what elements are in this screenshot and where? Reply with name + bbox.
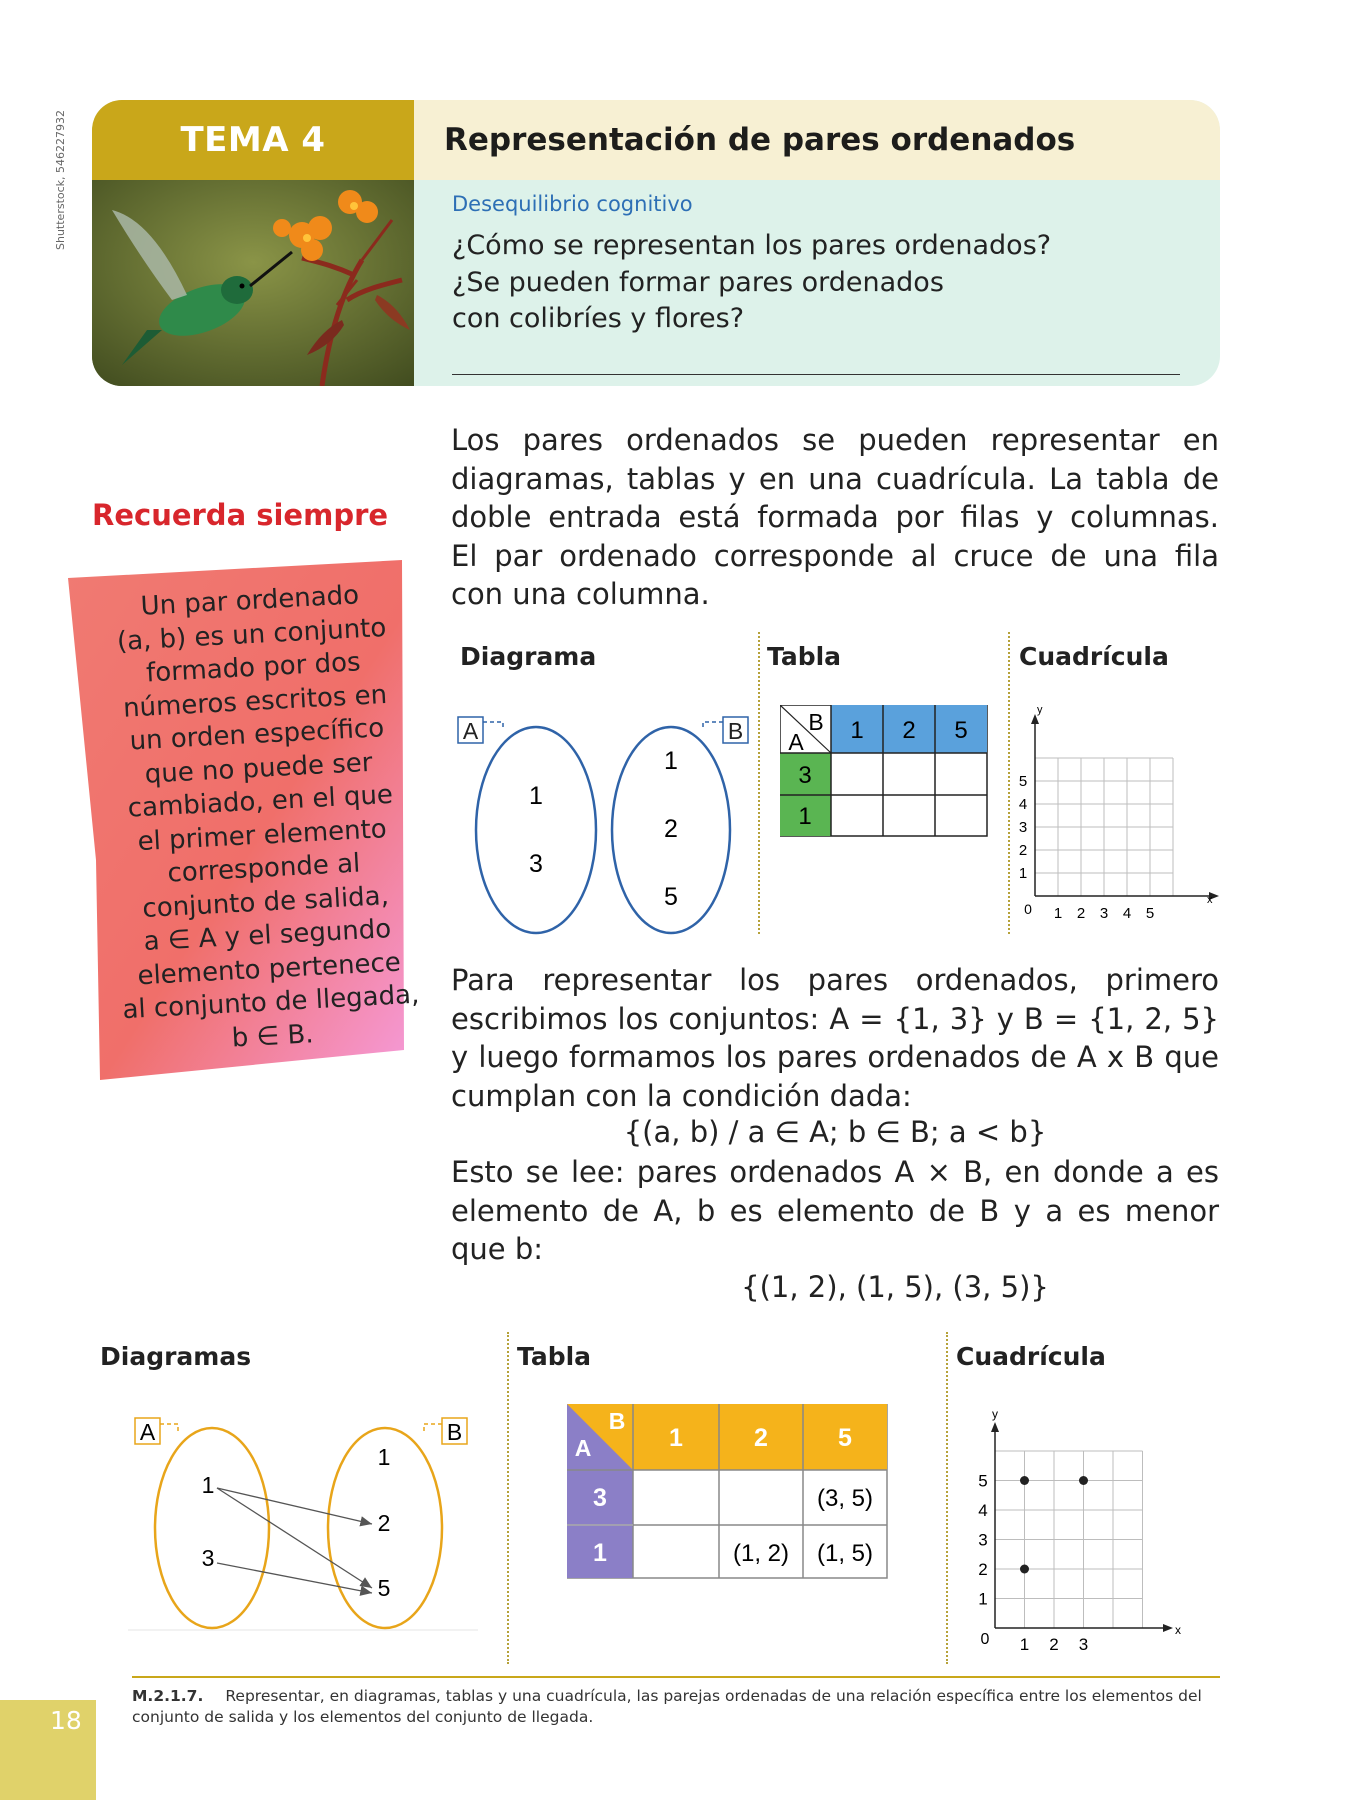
arrow-1-5 [217,1488,372,1588]
table-row-header: 1 [798,803,812,830]
set-b-element: 5 [377,1575,391,1601]
table-col-header: 1 [850,717,864,744]
table-col-header: 2 [754,1424,768,1452]
lesson-title: Representación de pares ordenados [414,100,1220,180]
table-col-header: 2 [902,717,916,744]
hummingbird-photo [92,180,414,386]
grid-y-tick: 2 [978,1560,988,1579]
grid-x-tick: 1 [1019,1635,1030,1654]
grid-origin: 0 [980,1631,990,1648]
diagram-1 [455,700,755,940]
grid-y-tick: 4 [1018,796,1028,813]
footnote-rule [132,1676,1220,1678]
grid-x-tick: 3 [1078,1635,1089,1654]
separator [1008,632,1010,934]
table-col-header: 5 [838,1424,852,1452]
skill-code: M.2.1.7. [132,1687,204,1705]
set-a-ellipse [476,727,596,933]
grid-y-tick: 3 [1018,819,1028,836]
grid-x-tick: 2 [1049,1635,1059,1654]
table-header-b: B [808,709,824,735]
grid-y-label: y [992,1407,998,1421]
arrow-1-2 [217,1488,372,1524]
set-b-element: 1 [664,747,678,775]
table-cell: (1, 2) [732,1540,790,1567]
table-heading: Tabla [517,1342,592,1371]
grid-1 [1015,700,1230,925]
grid-y-tick: 4 [978,1501,988,1520]
skill-description: Representar, en diagramas, tablas y una cuadrícula, las parejas ordenadas de una relación específica entre los elementos del conjunto de salida y los elementos del conjunto de llegada. [132,1687,1202,1726]
recuerda-text: Un par ordenado (a, b) es un conjunto formado por dos números escritos en un orden específico que no puede ser cambiado, en el que el primer elemento corresponde al conjunto de salida, a ∈ A y el segundo elemento pertenece al conjunto de llegada, b ∈ B. [116,580,420,1054]
set-a-label: A [139,1419,156,1445]
lesson-header [92,100,1220,386]
table-2 [567,1404,889,1580]
grid-x-tick: 2 [1076,905,1086,922]
table-header-b: B [608,1408,626,1434]
diagram-heading: Diagrama [460,642,597,671]
grid-x-tick: 5 [1145,905,1155,922]
grid-x-label: x [1175,1623,1181,1637]
table-col-header: 5 [954,717,968,744]
question-line-2: ¿Se pueden formar pares ordenados [452,267,944,298]
table-1 [780,705,990,840]
grid-y-tick: 1 [978,1589,988,1609]
diagram-2 [128,1408,480,1638]
topic-number: TEMA 4 [92,100,414,180]
separator [507,1332,509,1664]
cognitive-label: Desequilibrio cognitivo [452,192,693,216]
table-row-header: 3 [593,1484,607,1512]
set-b-element: 2 [664,815,678,843]
arrow-3-5 [217,1563,372,1593]
explanation-paragraph: Para representar los pares ordenados, primero escribimos los conjuntos: A = {1, 3} y B = {1, 2, 5} y luego formamos los pares ordenados de A x B que cumplan con la condición dada: [451,963,1219,1113]
grid-x-tick: 4 [1122,905,1132,922]
table-heading: Tabla [767,642,842,671]
set-a-element: 3 [201,1545,215,1571]
grid-origin: 0 [1024,901,1032,917]
set-a-element: 3 [529,850,543,878]
question-line-1: ¿Cómo se representan los pares ordenados? [452,230,1052,261]
grid-y-label: y [1037,704,1043,716]
answer-line[interactable] [452,374,1180,375]
grid-y-tick: 5 [978,1471,988,1491]
condition-formula: {(a, b) / a ∈ A; b ∈ B; a < b} [623,1115,1047,1149]
set-a-label: A [462,718,479,744]
table-cell: (3, 5) [816,1485,874,1512]
set-a-element: 1 [529,782,543,810]
table-cell: (1, 5) [816,1540,874,1567]
separator [946,1332,948,1664]
table-header-a: A [788,729,804,755]
set-b-label: B [727,718,744,744]
page-number: 18 [50,1706,82,1735]
separator [758,632,760,934]
table-row-header: 1 [593,1539,607,1567]
question-line-3: con colibríes y flores? [452,303,745,334]
table-header-a: A [574,1435,592,1461]
set-b-element: 5 [664,883,678,911]
grid-y-tick: 2 [1018,842,1028,859]
set-b-label: B [446,1419,463,1445]
grid-point [1079,1476,1088,1485]
set-b-element: 2 [377,1510,391,1536]
grid-heading: Cuadrícula [1019,642,1169,671]
set-a-element: 1 [201,1472,215,1498]
result-set: {(1, 2), (1, 5), (3, 5)} [741,1270,1049,1304]
intro-paragraph: Los pares ordenados se pueden representar en diagramas, tablas y en una cuadrícula. La tabla de doble entrada está formada por filas y columnas. El par ordenado corresponde al cruce de una fila con una columna. [451,423,1219,611]
grid-y-tick: 5 [1018,773,1028,790]
grid-y-tick: 3 [978,1530,988,1550]
set-b-element: 1 [377,1444,391,1470]
table-col-header: 1 [669,1424,683,1452]
table-row-header: 3 [798,762,812,789]
grid-x-label: x [1207,894,1213,906]
footnote [132,1686,1222,1728]
grid-heading: Cuadrícula [956,1342,1106,1371]
photo-credit: Shutterstock, 546227932 [54,109,67,250]
grid-x-tick: 1 [1053,905,1063,922]
grid-2 [965,1400,1185,1660]
grid-y-tick: 1 [1018,865,1028,882]
grid-point [1020,1476,1029,1485]
recuerda-title: Recuerda siempre [92,498,389,532]
diagrams-heading: Diagramas [100,1342,252,1371]
grid-x-tick: 3 [1099,905,1109,922]
reading-paragraph: Esto se lee: pares ordenados A × B, en donde a es elemento de A, b es elemento de B y a es menor que b: [451,1155,1219,1266]
grid-point [1020,1565,1029,1574]
